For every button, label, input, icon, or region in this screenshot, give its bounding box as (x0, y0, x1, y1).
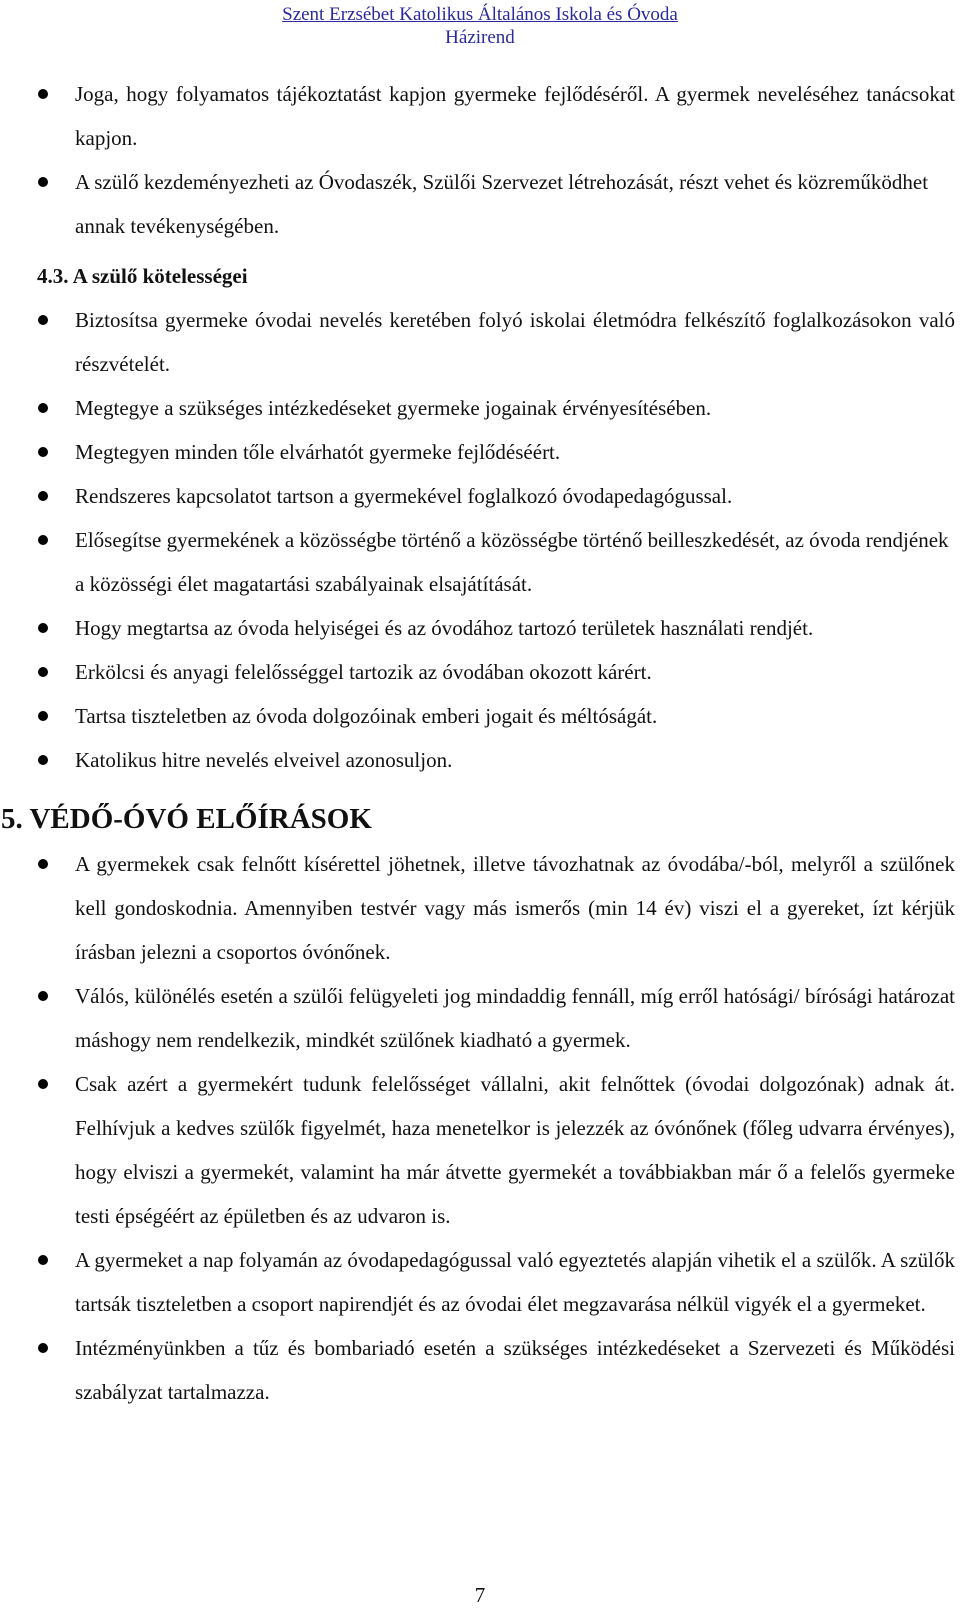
page-header (0, 3, 960, 49)
bullet-icon (38, 1079, 48, 1089)
bullet-icon (38, 89, 48, 99)
list-item: Biztosítsa gyermeke óvodai nevelés keretében folyó iskolai életmódra felkészítő foglalkozásokon való részvételét. (75, 298, 955, 386)
bullet-icon (38, 177, 48, 187)
list-item: Elősegítse gyermekének a közösségbe történő a közösségbe történő beilleszkedését, az óvoda rendjének a közösségi élet magatartási szabályainak elsajátítását. (75, 518, 955, 606)
document-title: Házirend (445, 27, 515, 48)
list-item: Válós, különélés esetén a szülői felügyeleti jog mindaddig fennáll, míg erről hatósági/ bírósági határozat máshogy nem rendelkezik, mindkét szülőnek kiadható a gyermek. (75, 974, 955, 1062)
list-item: Megtegyen minden tőle elvárhatót gyermeke fejlődéséért. (75, 430, 955, 474)
list-item: Katolikus hitre nevelés elveivel azonosuljon. (75, 738, 955, 782)
list-item: A szülő kezdeményezheti az Óvodaszék, Szülői Szervezet létrehozását, részt vehet és közreműködhet annak tevékenységében. (75, 160, 955, 248)
page-number: 7 (474, 1583, 486, 1607)
bullet-icon (38, 859, 48, 869)
bullet-icon (38, 315, 48, 325)
bullet-icon (38, 447, 48, 457)
bullet-icon (38, 667, 48, 677)
section-heading-5: 5. VÉDŐ-ÓVÓ ELŐÍRÁSOK (1, 803, 372, 835)
parent-rights-list (0, 72, 960, 248)
list-item: Erkölcsi és anyagi felelősséggel tartozik az óvodában okozott kárért. (75, 650, 955, 694)
bullet-icon (38, 491, 48, 501)
list-item: A gyermekek csak felnőtt kísérettel jöhetnek, illetve távozhatnak az óvodába/-ból, melyről a szülőnek kell gondoskodnia. Amennyiben testvér vagy más ismerős (min 14 év) viszi el a gyereket, ízt kérjük írásban jelezni a csoportos óvónőnek. (75, 842, 955, 974)
list-item: Rendszeres kapcsolatot tartson a gyermekével foglalkozó óvodapedagógussal. (75, 474, 955, 518)
list-item: Tartsa tiszteletben az óvoda dolgozóinak emberi jogait és méltóságát. (75, 694, 955, 738)
parent-duties-list (0, 298, 960, 782)
safety-rules-list (0, 842, 960, 1414)
bullet-icon (38, 755, 48, 765)
bullet-icon (38, 1255, 48, 1265)
list-item: Csak azért a gyermekért tudunk felelősséget vállalni, akit felnőttek (óvodai dolgozónak) adnak át. Felhívjuk a kedves szülők figyelmét, haza menetelkor is jelezzék az óvónőnek (főleg udvarra érvényes), hogy elviszi a gyermekét, valamint ha már átvette gyermekét a továbbiakban már ő a felelős gyermeke testi épségéért az épületben és az udvaron is. (75, 1062, 955, 1238)
list-item: Hogy megtartsa az óvoda helyiségei és az óvodához tartozó területek használati rendjét. (75, 606, 955, 650)
bullet-icon (38, 403, 48, 413)
bullet-icon (38, 623, 48, 633)
bullet-icon (38, 535, 48, 545)
list-item: Intézményünkben a tűz és bombariadó esetén a szükséges intézkedéseket a Szervezeti és Működési szabályzat tartalmazza. (75, 1326, 955, 1414)
bullet-icon (38, 711, 48, 721)
page-content (0, 72, 960, 1414)
list-item: Megtegye a szükséges intézkedéseket gyermeke jogainak érvényesítésében. (75, 386, 955, 430)
bullet-icon (38, 1343, 48, 1353)
bullet-icon (38, 991, 48, 1001)
school-name: Szent Erzsébet Katolikus Általános Iskola és Óvoda (282, 4, 678, 25)
list-item: A gyermeket a nap folyamán az óvodapedagógussal való egyeztetés alapján vihetik el a szülők. A szülők tartsák tiszteletben a csoport napirendjét és az óvodai élet megzavarása nélkül vigyék el a gyermeket. (75, 1238, 955, 1326)
section-heading-4-3: 4.3. A szülő kötelességei (37, 264, 248, 288)
list-item: Joga, hogy folyamatos tájékoztatást kapjon gyermeke fejlődéséről. A gyermek neveléséhez tanácsokat kapjon. (75, 72, 955, 160)
